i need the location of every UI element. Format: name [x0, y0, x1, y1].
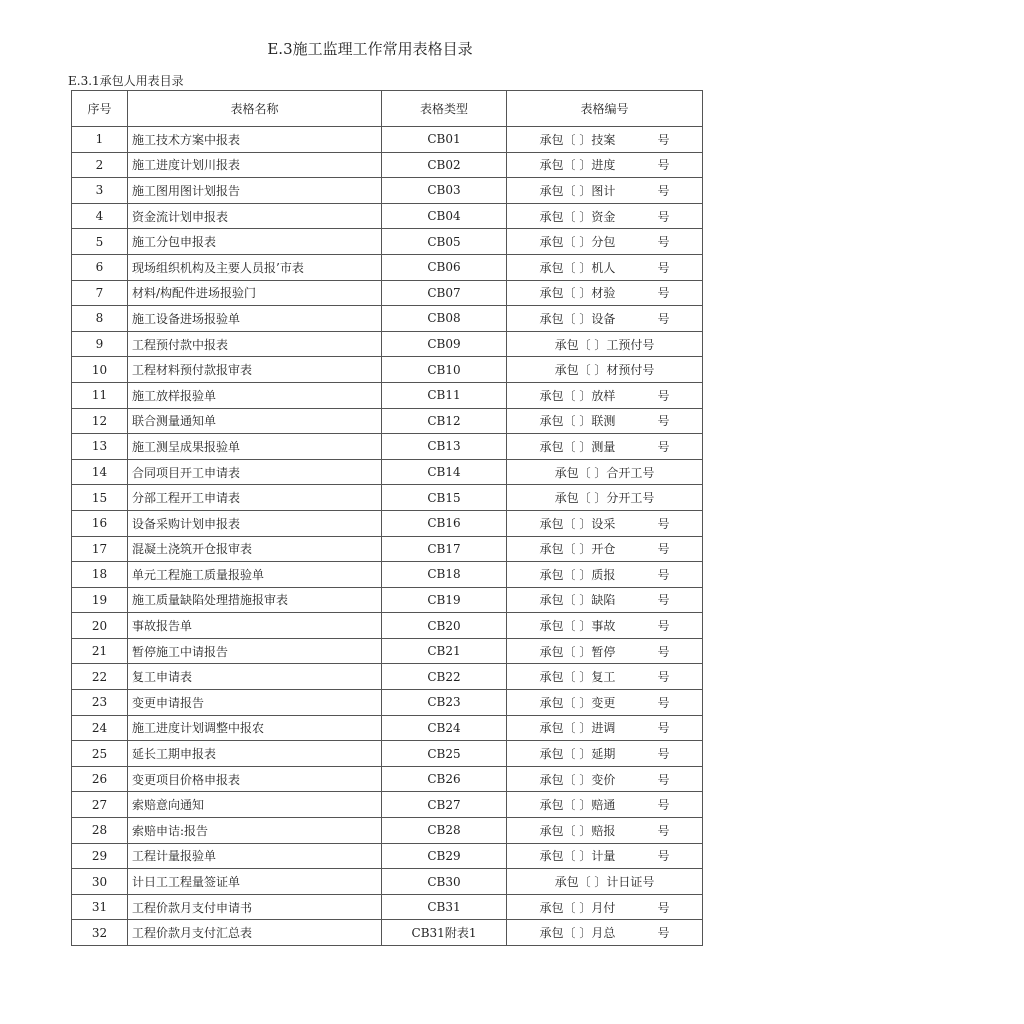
row-form-name: 分部工程开工申请表	[128, 485, 382, 511]
table-row	[72, 792, 703, 818]
code-suffix: 号	[657, 695, 670, 710]
table-row	[72, 920, 703, 946]
row-form-type: CB07	[382, 280, 507, 306]
row-form-code	[507, 562, 703, 588]
table-row	[72, 536, 703, 562]
row-form-name: 施工质量缺陷处理措施报审表	[128, 587, 382, 613]
table-row	[72, 818, 703, 844]
row-form-type: CB10	[382, 357, 507, 383]
row-serial: 13	[72, 434, 128, 460]
row-form-code	[507, 357, 703, 383]
code-wrap	[511, 591, 698, 608]
table-row	[72, 382, 703, 408]
row-serial: 12	[72, 408, 128, 434]
row-form-name: 变更项目价格申报表	[128, 766, 382, 792]
row-form-name: 施工进度计划调整中报农	[128, 715, 382, 741]
code-prefix: 承包〔 〕开仓	[539, 542, 616, 557]
row-form-code	[507, 485, 703, 511]
row-form-type: CB31	[382, 894, 507, 920]
table-row	[72, 178, 703, 204]
row-form-type: CB14	[382, 459, 507, 485]
code-suffix: 号	[657, 516, 670, 531]
row-form-name: 施工放样报验单	[128, 382, 382, 408]
row-serial: 14	[72, 459, 128, 485]
row-serial: 15	[72, 485, 128, 511]
code-wrap	[511, 387, 698, 404]
row-form-name: 合同项目开工申请表	[128, 459, 382, 485]
row-form-type: CB01	[382, 127, 507, 153]
code-suffix: 号	[657, 772, 670, 787]
row-form-code	[507, 766, 703, 792]
code-prefix: 承包〔 〕计日证号	[554, 875, 655, 890]
table-row	[72, 357, 703, 383]
code-wrap	[511, 694, 698, 711]
row-serial: 5	[72, 229, 128, 255]
code-suffix: 号	[657, 849, 670, 864]
row-form-code	[507, 152, 703, 178]
code-prefix: 承包〔 〕变更	[539, 695, 616, 710]
row-form-name: 施工测呈成果报验单	[128, 434, 382, 460]
row-form-code	[507, 664, 703, 690]
row-form-code	[507, 536, 703, 562]
code-prefix: 承包〔 〕复工	[539, 670, 616, 685]
row-form-code	[507, 306, 703, 332]
code-wrap	[511, 284, 698, 301]
row-serial: 7	[72, 280, 128, 306]
row-form-code	[507, 229, 703, 255]
code-suffix: 号	[657, 260, 670, 275]
row-serial: 11	[72, 382, 128, 408]
row-form-code	[507, 178, 703, 204]
row-form-type: CB23	[382, 690, 507, 716]
table-row	[72, 562, 703, 588]
code-wrap	[511, 489, 698, 506]
code-suffix: 号	[657, 593, 670, 608]
row-form-type: CB11	[382, 382, 507, 408]
code-wrap	[511, 719, 698, 736]
row-serial: 10	[72, 357, 128, 383]
row-form-code	[507, 459, 703, 485]
row-form-name: 施工进度计划川报表	[128, 152, 382, 178]
row-serial: 30	[72, 869, 128, 895]
row-serial: 16	[72, 510, 128, 536]
table-row	[72, 613, 703, 639]
code-wrap	[511, 336, 698, 353]
row-serial: 3	[72, 178, 128, 204]
code-suffix: 号	[657, 311, 670, 326]
code-wrap	[511, 438, 698, 455]
code-prefix: 承包〔 〕缺陷	[539, 593, 616, 608]
table-row	[72, 254, 703, 280]
row-form-code	[507, 127, 703, 153]
row-form-code	[507, 382, 703, 408]
table-row	[72, 894, 703, 920]
row-form-type: CB20	[382, 613, 507, 639]
code-wrap	[511, 464, 698, 481]
row-form-code	[507, 741, 703, 767]
row-form-name: 工程材料预付款报审表	[128, 357, 382, 383]
row-form-name: 工程预付款中报表	[128, 331, 382, 357]
header-form-code: 表格编号	[507, 91, 703, 127]
code-wrap	[511, 412, 698, 429]
code-wrap	[511, 182, 698, 199]
table-row	[72, 510, 703, 536]
row-form-code	[507, 203, 703, 229]
row-serial: 21	[72, 638, 128, 664]
row-form-name: 复工申请表	[128, 664, 382, 690]
table-row	[72, 638, 703, 664]
code-prefix: 承包〔 〕延期	[539, 747, 616, 762]
table-row	[72, 127, 703, 153]
table-row	[72, 459, 703, 485]
row-form-code	[507, 792, 703, 818]
row-form-name: 联合测量通知单	[128, 408, 382, 434]
row-form-type: CB02	[382, 152, 507, 178]
row-form-code	[507, 690, 703, 716]
row-serial: 2	[72, 152, 128, 178]
row-form-name: 资金流计划申报表	[128, 203, 382, 229]
code-prefix: 承包〔 〕进度	[539, 158, 616, 173]
code-wrap	[511, 771, 698, 788]
table-header-row	[72, 91, 703, 127]
code-prefix: 承包〔 〕技案	[539, 132, 616, 147]
row-form-type: CB05	[382, 229, 507, 255]
row-serial: 18	[72, 562, 128, 588]
row-form-type: CB24	[382, 715, 507, 741]
code-prefix: 承包〔 〕分包	[539, 235, 616, 250]
code-wrap	[511, 873, 698, 890]
code-suffix: 号	[657, 286, 670, 301]
code-prefix: 承包〔 〕赔通	[539, 798, 616, 813]
code-wrap	[511, 924, 698, 941]
row-form-name: 施工图用图计划报告	[128, 178, 382, 204]
row-serial: 20	[72, 613, 128, 639]
row-form-type: CB21	[382, 638, 507, 664]
table-row	[72, 331, 703, 357]
code-suffix: 号	[657, 644, 670, 659]
row-serial: 8	[72, 306, 128, 332]
code-prefix: 承包〔 〕分开工号	[554, 491, 655, 506]
row-form-code	[507, 818, 703, 844]
row-serial: 6	[72, 254, 128, 280]
table-row	[72, 306, 703, 332]
code-prefix: 承包〔 〕计量	[539, 849, 616, 864]
row-form-code	[507, 920, 703, 946]
row-serial: 1	[72, 127, 128, 153]
header-form-type: 表格类型	[382, 91, 507, 127]
table-row	[72, 229, 703, 255]
table-row	[72, 408, 703, 434]
code-wrap	[511, 566, 698, 583]
table-row	[72, 152, 703, 178]
code-wrap	[511, 745, 698, 762]
code-wrap	[511, 822, 698, 839]
code-wrap	[511, 208, 698, 225]
row-form-type: CB17	[382, 536, 507, 562]
row-form-type: CB25	[382, 741, 507, 767]
code-wrap	[511, 156, 698, 173]
code-prefix: 承包〔 〕材验	[539, 286, 616, 301]
row-form-type: CB08	[382, 306, 507, 332]
table-row	[72, 690, 703, 716]
table-row	[72, 869, 703, 895]
row-form-name: 延长工期申报表	[128, 741, 382, 767]
code-suffix: 号	[657, 183, 670, 198]
row-form-name: 混凝土浇筑开仓报审表	[128, 536, 382, 562]
row-form-type: CB09	[382, 331, 507, 357]
table-row	[72, 485, 703, 511]
code-wrap	[511, 643, 698, 660]
code-prefix: 承包〔 〕月付	[539, 900, 616, 915]
row-form-type: CB26	[382, 766, 507, 792]
row-form-code	[507, 715, 703, 741]
row-form-type: CB27	[382, 792, 507, 818]
code-wrap	[511, 259, 698, 276]
code-wrap	[511, 233, 698, 250]
code-prefix: 承包〔 〕测量	[539, 439, 616, 454]
row-form-code	[507, 331, 703, 357]
code-prefix: 承包〔 〕机人	[539, 260, 616, 275]
code-suffix: 号	[657, 798, 670, 813]
row-form-name: 施工分包申报表	[128, 229, 382, 255]
code-wrap	[511, 131, 698, 148]
code-prefix: 承包〔 〕事故	[539, 619, 616, 634]
code-suffix: 号	[657, 158, 670, 173]
row-form-name: 工程价款月支付汇总表	[128, 920, 382, 946]
code-prefix: 承包〔 〕质报	[539, 567, 616, 582]
row-form-type: CB18	[382, 562, 507, 588]
row-form-code	[507, 254, 703, 280]
code-wrap	[511, 361, 698, 378]
code-suffix: 号	[657, 747, 670, 762]
code-suffix: 号	[657, 619, 670, 634]
code-prefix: 承包〔 〕材预付号	[554, 363, 655, 378]
code-prefix: 承包〔 〕设备	[539, 311, 616, 326]
code-wrap	[511, 668, 698, 685]
row-serial: 22	[72, 664, 128, 690]
row-form-type: CB19	[382, 587, 507, 613]
row-form-name: 变更申请报告	[128, 690, 382, 716]
header-serial: 序号	[72, 91, 128, 127]
row-serial: 17	[72, 536, 128, 562]
row-form-code	[507, 843, 703, 869]
table-row	[72, 766, 703, 792]
code-suffix: 号	[657, 670, 670, 685]
code-prefix: 承包〔 〕赔报	[539, 823, 616, 838]
row-serial: 26	[72, 766, 128, 792]
row-serial: 27	[72, 792, 128, 818]
section-subtitle: E.3.1承包人用表目录	[68, 74, 184, 88]
row-form-type: CB12	[382, 408, 507, 434]
row-form-type: CB22	[382, 664, 507, 690]
code-wrap	[511, 899, 698, 916]
code-suffix: 号	[657, 542, 670, 557]
code-suffix: 号	[657, 567, 670, 582]
code-suffix: 号	[657, 439, 670, 454]
row-serial: 23	[72, 690, 128, 716]
row-form-name: 索赔申诘:报告	[128, 818, 382, 844]
code-wrap	[511, 617, 698, 634]
code-prefix: 承包〔 〕联测	[539, 414, 616, 429]
row-form-type: CB13	[382, 434, 507, 460]
code-suffix: 号	[657, 414, 670, 429]
header-form-name: 表格名称	[128, 91, 382, 127]
table-row	[72, 203, 703, 229]
code-prefix: 承包〔 〕月总	[539, 926, 616, 941]
row-form-type: CB28	[382, 818, 507, 844]
table-body	[72, 127, 703, 946]
row-form-name: 工程计量报验单	[128, 843, 382, 869]
code-wrap	[511, 515, 698, 532]
row-form-name: 施工设备进场报验单	[128, 306, 382, 332]
table-row	[72, 843, 703, 869]
table-row	[72, 280, 703, 306]
code-suffix: 号	[657, 721, 670, 736]
row-form-code	[507, 869, 703, 895]
code-wrap	[511, 310, 698, 327]
row-form-type: CB04	[382, 203, 507, 229]
row-form-code	[507, 613, 703, 639]
row-form-type: CB31附表1	[382, 920, 507, 946]
row-serial: 25	[72, 741, 128, 767]
row-form-name: 事故报告单	[128, 613, 382, 639]
row-serial: 32	[72, 920, 128, 946]
code-suffix: 号	[657, 388, 670, 403]
row-serial: 9	[72, 331, 128, 357]
row-form-name: 材料/构配件进场报验门	[128, 280, 382, 306]
code-prefix: 承包〔 〕合开工号	[554, 465, 655, 480]
code-prefix: 承包〔 〕进调	[539, 721, 616, 736]
row-form-code	[507, 280, 703, 306]
row-serial: 28	[72, 818, 128, 844]
row-form-name: 现场组织机构及主要人员报’市表	[128, 254, 382, 280]
row-form-code	[507, 587, 703, 613]
code-prefix: 承包〔 〕图计	[539, 183, 616, 198]
table-row	[72, 715, 703, 741]
row-form-type: CB29	[382, 843, 507, 869]
row-form-name: 单元工程施工质量报验单	[128, 562, 382, 588]
code-prefix: 承包〔 〕变价	[539, 772, 616, 787]
code-prefix: 承包〔 〕资金	[539, 209, 616, 224]
code-suffix: 号	[657, 823, 670, 838]
document-title: E.3施工监理工作常用表格目录	[267, 40, 473, 58]
code-prefix: 承包〔 〕暂停	[539, 644, 616, 659]
row-form-name: 暂停施工中请报告	[128, 638, 382, 664]
code-prefix: 承包〔 〕设采	[539, 516, 616, 531]
code-suffix: 号	[657, 926, 670, 941]
code-prefix: 承包〔 〕放样	[539, 388, 616, 403]
row-serial: 31	[72, 894, 128, 920]
code-wrap	[511, 847, 698, 864]
row-form-name: 设备采购计划申报表	[128, 510, 382, 536]
code-suffix: 号	[657, 900, 670, 915]
row-serial: 24	[72, 715, 128, 741]
row-form-name: 施工技术方案中报表	[128, 127, 382, 153]
row-form-code	[507, 408, 703, 434]
code-wrap	[511, 796, 698, 813]
form-catalog-table	[71, 90, 703, 946]
code-suffix: 号	[657, 132, 670, 147]
table-row	[72, 741, 703, 767]
row-form-name: 索赔意向通知	[128, 792, 382, 818]
code-prefix: 承包〔 〕工预付号	[554, 337, 655, 352]
row-form-code	[507, 434, 703, 460]
code-suffix: 号	[657, 235, 670, 250]
row-form-code	[507, 638, 703, 664]
row-form-code	[507, 894, 703, 920]
code-wrap	[511, 540, 698, 557]
row-form-type: CB16	[382, 510, 507, 536]
row-form-type: CB06	[382, 254, 507, 280]
row-serial: 19	[72, 587, 128, 613]
row-serial: 4	[72, 203, 128, 229]
row-form-code	[507, 510, 703, 536]
table-row	[72, 434, 703, 460]
row-form-type: CB03	[382, 178, 507, 204]
table-row	[72, 664, 703, 690]
row-form-name: 计日工工程量签证单	[128, 869, 382, 895]
code-suffix: 号	[657, 209, 670, 224]
table-row	[72, 587, 703, 613]
row-serial: 29	[72, 843, 128, 869]
row-form-name: 工程价款月支付申请书	[128, 894, 382, 920]
row-form-type: CB30	[382, 869, 507, 895]
row-form-type: CB15	[382, 485, 507, 511]
